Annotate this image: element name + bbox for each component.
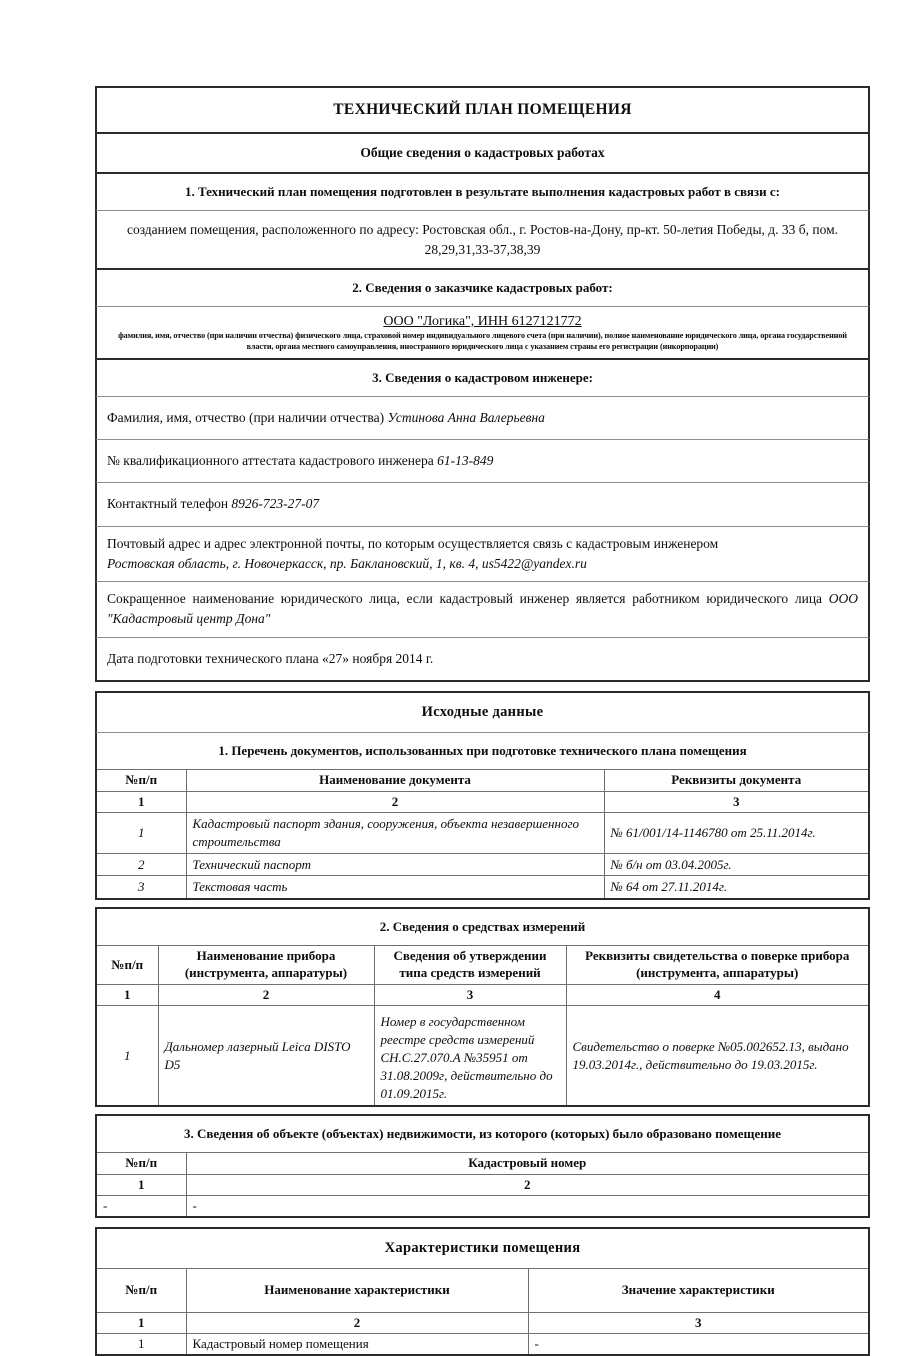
instruments-table-heading: 2. Сведения о средствах измерений	[95, 907, 870, 945]
table-colnum-row	[96, 985, 869, 1006]
engineer-fio-row	[95, 396, 870, 439]
documents-row-1-n: 2	[96, 853, 186, 876]
instruments-row-0-device: Дальномер лазерный Leica DISTO D5	[158, 1006, 374, 1106]
characteristics-col-2: Значение характеристики	[528, 1268, 869, 1312]
instruments-row-0-n: 1	[96, 1006, 158, 1106]
documents-table-heading: 1. Перечень документов, использованных при подготовке технического плана помещения	[95, 732, 870, 769]
instruments-col-0: №п/п	[96, 946, 158, 985]
customer-name-line	[105, 312, 860, 330]
source-objects-col-0: №п/п	[96, 1152, 186, 1174]
documents-row-2-n: 3	[96, 876, 186, 899]
customer-name: ООО "Логика", ИНН 6127121772	[383, 314, 582, 330]
characteristics-colnum-1: 2	[186, 1312, 528, 1333]
plan-date-day: «27»	[322, 650, 350, 666]
documents-row-1-name: Технический паспорт	[186, 853, 604, 876]
customer-fineprint: фамилия, имя, отчество (при наличии отчества) физического лица, страховой номер индивидуального лицевого счета (при наличии), полное наименование юридического лица, органа государственной власти, органа местного самоуправления, иностранного юридического лица с указанием страны его регистрации (инкорпорации)	[118, 331, 847, 351]
documents-row-0-requisites: № 61/001/14-1146780 от 25.11.2014г.	[604, 812, 869, 853]
source-objects-col-1: Кадастровый номер	[186, 1152, 869, 1174]
customer-block	[95, 306, 870, 358]
instruments-col-1: Наименование прибора (инструмента, аппаратуры)	[158, 946, 374, 985]
documents-row-1-requisites: № б/н от 03.04.2005г.	[604, 853, 869, 876]
instruments-row-0-approval: Номер в государственном реестре средств измерений СН.С.27.070.А №35951 от 31.08.2009г, действительно до 01.09.2015г.	[374, 1006, 566, 1106]
engineer-attestat-value: 61-13-849	[437, 453, 494, 469]
documents-row-0-n: 1	[96, 812, 186, 853]
documents-colnum-2: 3	[604, 791, 869, 812]
table-colnum-row	[96, 1174, 869, 1195]
plan-date-label: Дата подготовки технического плана	[107, 650, 319, 666]
table-row	[96, 1195, 869, 1217]
engineer-org-value: ООО "Кадастровый центр Дона"	[107, 591, 859, 627]
engineer-address-value: Ростовская область, г. Новочеркасск, пр. Баклановский, 1, кв. 4, us5422@yandex.ru	[107, 555, 587, 571]
general-info-subtitle: Общие сведения о кадастровых работах	[95, 132, 870, 172]
characteristics-table	[95, 1268, 870, 1356]
source-objects-table	[95, 1152, 870, 1218]
instruments-row-0-verification: Свидетельство о поверке №05.002652.13, выдано 19.03.2014г., действительно до 19.03.2015г.	[566, 1006, 869, 1106]
table-row	[96, 1333, 869, 1355]
documents-row-2-requisites: № 64 от 27.11.2014г.	[604, 876, 869, 899]
instruments-colnum-0: 1	[96, 985, 158, 1006]
table-header-row	[96, 769, 869, 791]
engineer-attestat-row	[95, 439, 870, 482]
documents-row-2-name: Текстовая часть	[186, 876, 604, 899]
source-objects-heading: 3. Сведения об объекте (объектах) недвижимости, из которого (которых) было образовано помещение	[95, 1114, 870, 1152]
characteristics-row-0-n: 1	[96, 1333, 186, 1355]
table-header-row	[96, 946, 869, 985]
section-3-heading: 3. Сведения о кадастровом инженере:	[95, 358, 870, 396]
engineer-org-row	[95, 581, 870, 637]
characteristics-colnum-0: 1	[96, 1312, 186, 1333]
table-row	[96, 812, 869, 853]
section-1-heading: 1. Технический план помещения подготовлен в результате выполнения кадастровых работ в связи с:	[95, 172, 870, 210]
initial-data-banner: Исходные данные	[95, 691, 870, 732]
plan-date-row	[95, 637, 870, 682]
engineer-phone-label: Контактный телефон	[107, 496, 229, 512]
instruments-colnum-1: 2	[158, 985, 374, 1006]
plan-date-year: 2014 г.	[395, 650, 434, 666]
table-colnum-row	[96, 1312, 869, 1333]
table-header-row	[96, 1268, 869, 1312]
documents-col-0: №п/п	[96, 769, 186, 791]
documents-table	[95, 769, 870, 901]
source-objects-colnum-0: 1	[96, 1174, 186, 1195]
instruments-colnum-3: 4	[566, 985, 869, 1006]
documents-col-2: Реквизиты документа	[604, 769, 869, 791]
section-1-body: созданием помещения, расположенного по адресу: Ростовская обл., г. Ростов-на-Дону, пр-кт. 50-летия Победы, д. 33 б, пом. 28,29,31,33-37,38,39	[95, 210, 870, 268]
source-objects-row-0-cadastral-number: -	[186, 1195, 869, 1217]
documents-colnum-1: 2	[186, 791, 604, 812]
instruments-col-2: Сведения об утверждении типа средств измерений	[374, 946, 566, 985]
section-2-heading: 2. Сведения о заказчике кадастровых работ:	[95, 268, 870, 306]
source-objects-colnum-1: 2	[186, 1174, 869, 1195]
engineer-fio-label: Фамилия, имя, отчество (при наличии отчества)	[107, 409, 385, 425]
documents-col-1: Наименование документа	[186, 769, 604, 791]
characteristics-col-0: №п/п	[96, 1268, 186, 1312]
table-row	[96, 876, 869, 899]
table-header-row	[96, 1152, 869, 1174]
engineer-attestat-label: № квалификационного аттестата кадастрового инженера	[107, 453, 434, 469]
documents-colnum-0: 1	[96, 791, 186, 812]
engineer-phone-value: 8926-723-27-07	[231, 496, 320, 512]
instruments-table	[95, 945, 870, 1106]
characteristics-colnum-2: 3	[528, 1312, 869, 1333]
documents-row-0-name: Кадастровый паспорт здания, сооружения, объекта незавершенного строительства	[186, 812, 604, 853]
table-row	[96, 853, 869, 876]
engineer-fio-value: Устинова Анна Валерьевна	[387, 409, 545, 425]
characteristics-row-0-value: -	[528, 1333, 869, 1355]
engineer-address-row	[95, 526, 870, 582]
page-title: ТЕХНИЧЕСКИЙ ПЛАН ПОМЕЩЕНИЯ	[95, 86, 870, 132]
engineer-org-label: Сокращенное наименование юридического лица, если кадастровый инженер является работником юридического лица	[107, 591, 823, 607]
characteristics-row-0-name: Кадастровый номер помещения	[186, 1333, 528, 1355]
table-colnum-row	[96, 791, 869, 812]
instruments-colnum-2: 3	[374, 985, 566, 1006]
characteristics-col-1: Наименование характеристики	[186, 1268, 528, 1312]
characteristics-banner: Характеристики помещения	[95, 1227, 870, 1268]
source-objects-row-0-n: -	[96, 1195, 186, 1217]
technical-plan-document	[95, 86, 870, 1356]
table-row	[96, 1006, 869, 1106]
plan-date-month: ноября	[352, 650, 393, 666]
engineer-address-label: Почтовый адрес и адрес электронной почты, по которым осуществляется связь с кадастровым инженером	[107, 535, 719, 551]
instruments-col-3: Реквизиты свидетельства о поверке прибора (инструмента, аппаратуры)	[566, 946, 869, 985]
engineer-phone-row	[95, 482, 870, 525]
